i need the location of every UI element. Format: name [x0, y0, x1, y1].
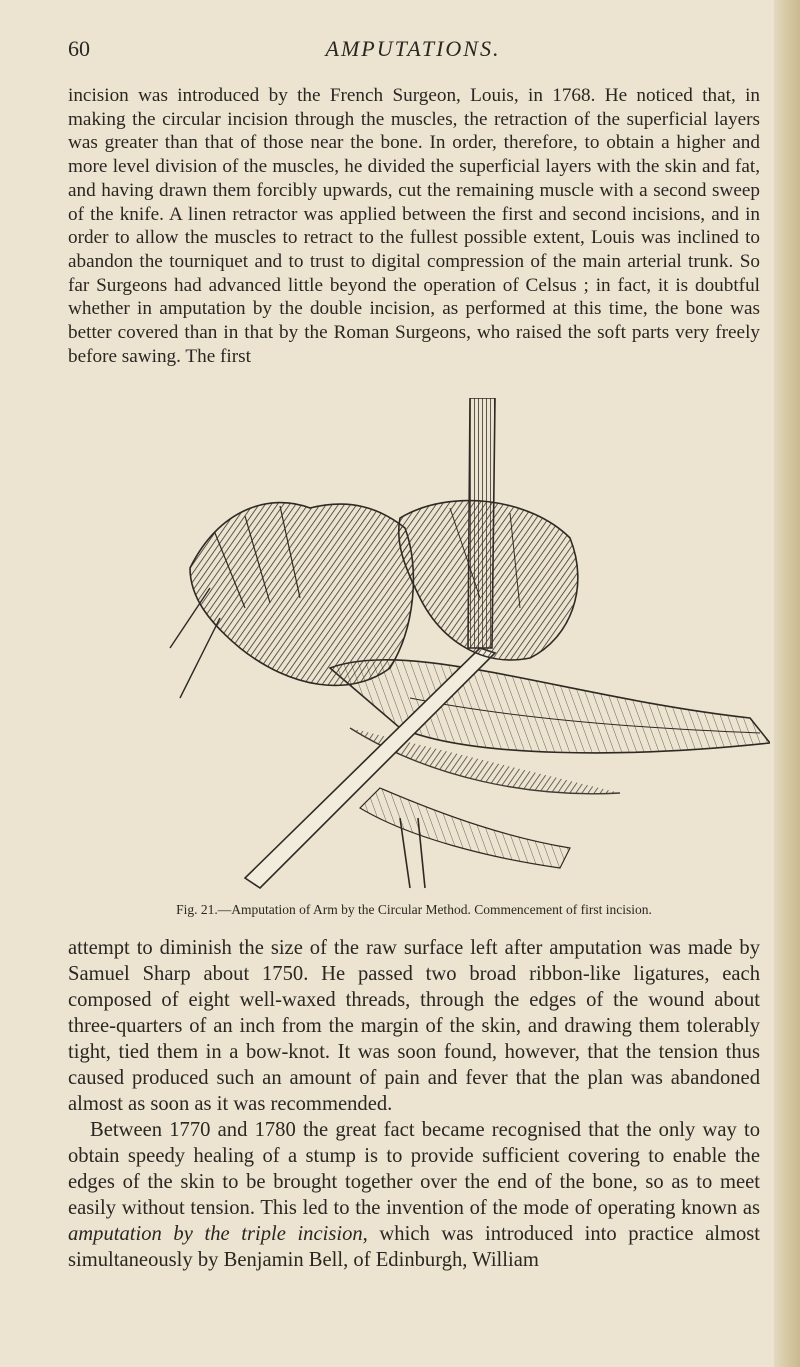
paragraph-bottom [68, 935, 760, 1273]
italic-term: amputation by the triple incision [68, 1223, 363, 1245]
page-number: 60 [68, 36, 90, 61]
surgeon-hand [399, 501, 578, 660]
paragraph-top: incision was introduced by the French Surgeon, Louis, in 1768. He noticed that, in making the circular incision through the muscles, the retraction of the superficial layers was greater than that of those near the bone. In order, therefore, to obtain a higher and more level division of the muscles, he divided the superficial layers with the skin and fat, and having drawn them forcibly upwards, cut the remaining muscle with a second sweep of the knife. A linen retractor was applied between the first and second incisions, and in order to allow the muscles to retract to the fullest possible extent, Louis was inclined to abandon the tourniquet and to trust to digital compression of the main arterial trunk. So far Surgeons had advanced little beyond the operation of Celsus ; in fact, it is doubtful whether in amputation by the double incision, as performed at this time, the bone was better covered than in that by the Roman Surgeons, who raised the soft parts very freely before sawing. The first [68, 85, 760, 367]
page-header [68, 36, 758, 66]
figure-caption: Fig. 21.—Amputation of Arm by the Circular Method. Commencement of first incision. [176, 902, 652, 917]
paragraph-sharp: attempt to diminish the size of the raw surface left after amputation was made by Samuel Sharp about 1750. He passed two broad ribbon-like ligatures, each composed of eight well-waxed threads, through the edges of the wound about three-quarters of an inch from the margin of the skin, and drawing them tolerably tight, tied them in a bow-knot. It was soon found, however, that the tension thus caused produced such an amount of pain and fever that the plan was abandoned almost as soon as it was recommended. [68, 937, 760, 1115]
running-head: AMPUTATIONS. [325, 36, 501, 61]
engraving-arm-amputation [150, 398, 770, 898]
text-segment: Between 1770 and 1780 the great fact became recognised that the only way to obtain speedy healing of a stump is to provide sufficient covering to enable the edges of the skin to be brought together over the end of the bone, so as to meet easily without tension. This led to the invention of the mode of operating known as [68, 1119, 760, 1219]
figure-illustration [150, 398, 770, 898]
paragraph-triple-incision [68, 1117, 760, 1273]
text-segment-end: , which was introduced into practice almost simultaneously by Benjamin Bell, of Edinburgh, William [68, 1223, 760, 1271]
hand-shape [190, 503, 413, 686]
page-edge [774, 0, 800, 1367]
